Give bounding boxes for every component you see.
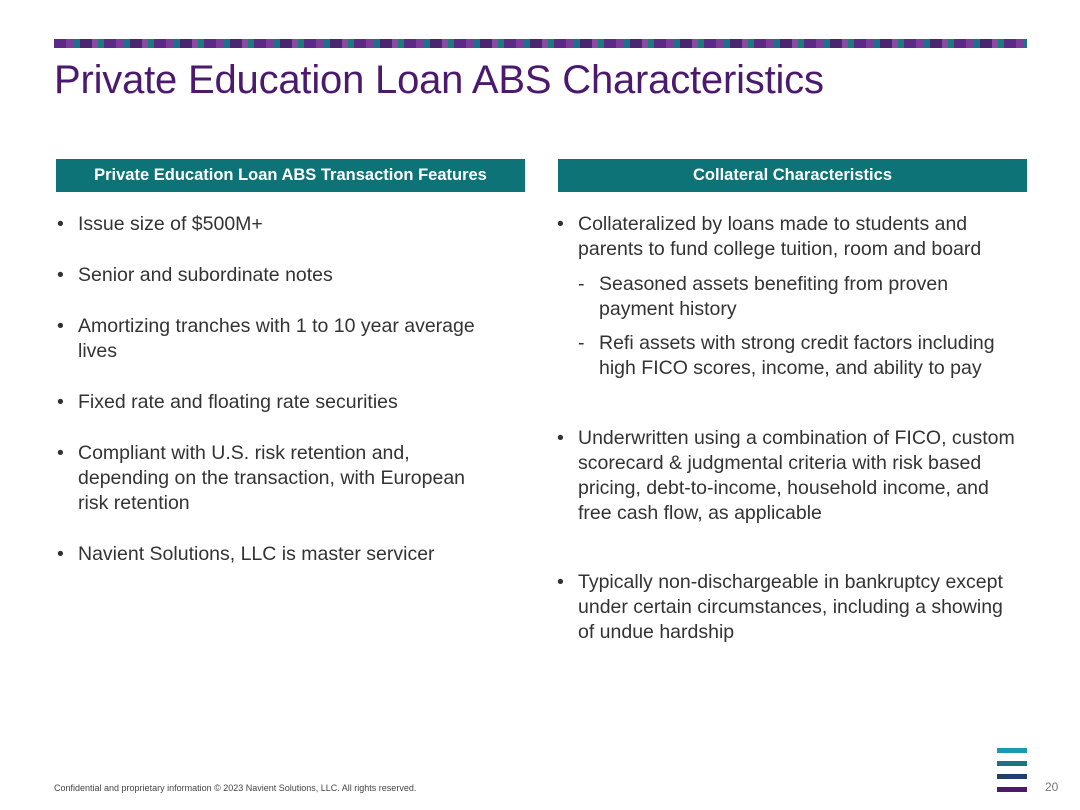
list-item: • Compliant with U.S. risk retention and, depending on the transaction, with European risk retention [57, 442, 466, 514]
collateral-characteristics-header: Collateral Characteristics [558, 159, 1027, 192]
footer-text: Confidential and proprietary information © 2023 Navient Solutions, LLC. All rights reserved. [54, 783, 417, 793]
bullet-icon: • [557, 571, 564, 593]
page-number: 20 [1045, 780, 1059, 794]
list-item: • Navient Solutions, LLC is master servicer [57, 543, 435, 565]
list-item: • Amortizing tranches with 1 to 10 year average lives [57, 315, 475, 362]
bullet-icon: • [57, 391, 64, 413]
dash-icon: - [578, 332, 585, 354]
dash-icon: - [578, 273, 585, 295]
list-item: • Collateralized by loans made to students and parents to fund college tuition, room and board - Seasoned assets benefiting from proven payment history - Refi assets with strong credit factors including high FICO scores, income, and ability to pay [557, 212, 1017, 381]
list-item: • Senior and subordinate notes [57, 264, 333, 286]
list-item: • Issue size of $500M+ [57, 213, 263, 235]
collateral-characteristics-list [557, 212, 1017, 645]
page-title: Private Education Loan ABS Characteristics [54, 58, 824, 102]
list-item: • Fixed rate and floating rate securities [57, 391, 398, 413]
decorative-top-bar [54, 39, 1027, 48]
bullet-icon: • [57, 213, 64, 235]
transaction-features-list [57, 212, 497, 593]
navient-logo-icon [997, 748, 1027, 792]
bullet-icon: • [57, 264, 64, 286]
sub-list-item: - Refi assets with strong credit factors including high FICO scores, income, and ability to pay [578, 332, 995, 379]
bullet-icon: • [57, 543, 64, 565]
bullet-icon: • [57, 315, 64, 337]
bullet-icon: • [57, 442, 64, 464]
sub-list-item: - Seasoned assets benefiting from proven payment history [578, 273, 949, 320]
list-item: • Underwritten using a combination of FICO, custom scorecard & judgmental criteria with risk based pricing, debt-to-income, household income, and free cash flow, as applicable [557, 427, 1015, 524]
bullet-icon: • [557, 427, 564, 449]
bullet-icon: • [557, 213, 564, 235]
list-item: • Typically non-dischargeable in bankruptcy except under certain circumstances, including a showing of undue hardship [557, 571, 1003, 643]
transaction-features-header: Private Education Loan ABS Transaction Features [56, 159, 525, 192]
sub-list [578, 272, 1017, 381]
